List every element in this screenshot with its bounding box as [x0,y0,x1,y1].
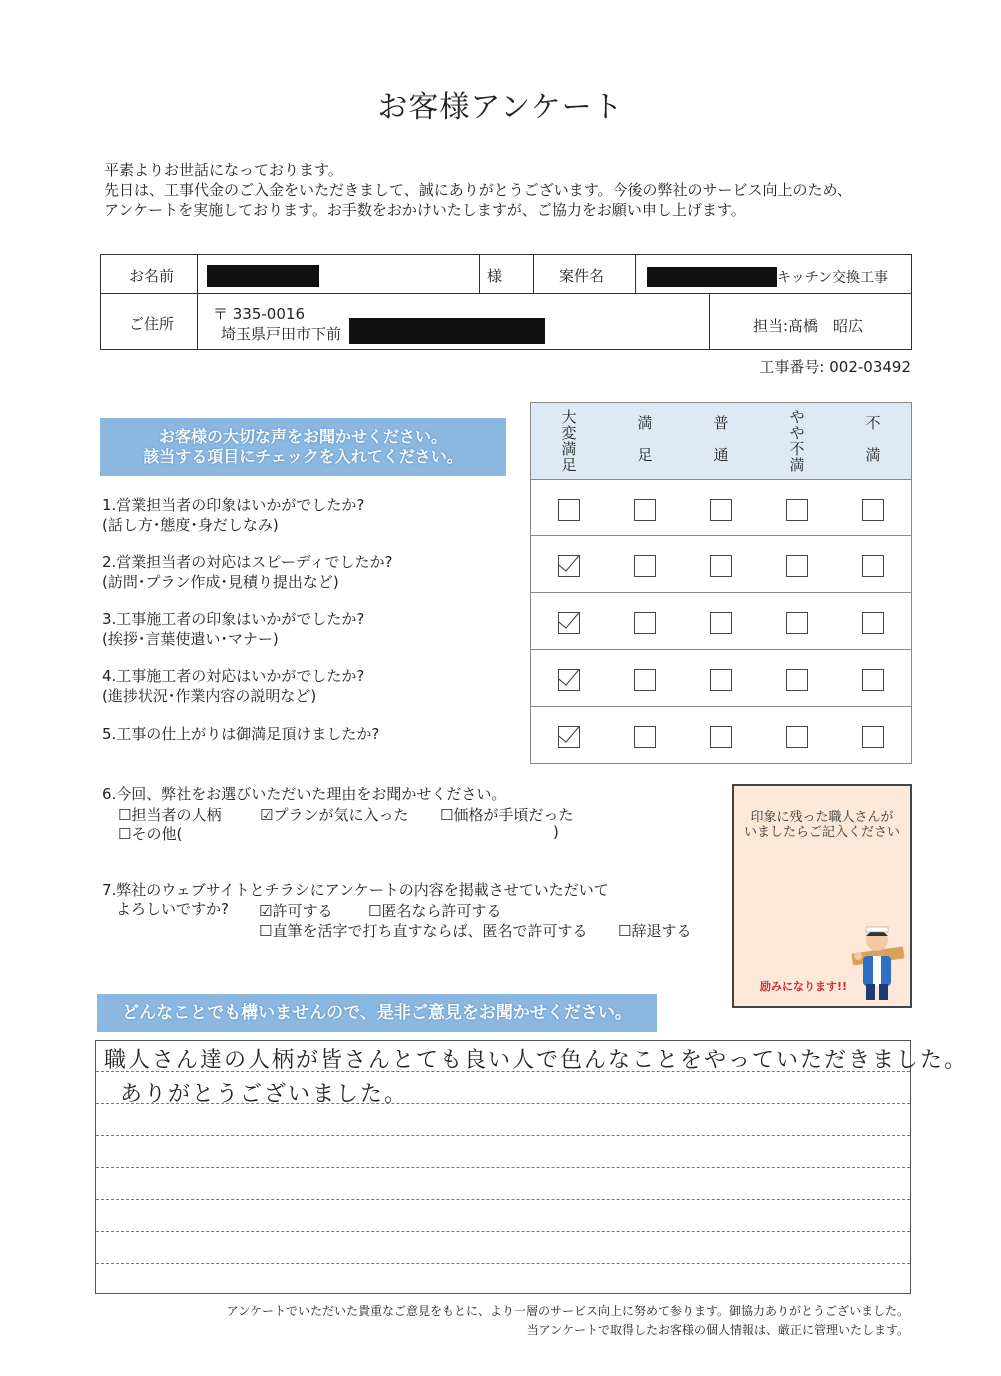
rating-checkbox-q3-c1[interactable] [558,612,580,634]
rating-checkbox-q4-c3[interactable] [710,669,732,691]
intro-line: アンケートを実施しております。お手数をおかけいたしますが、ご協力をお願い申し上げます。 [104,201,746,219]
column-header-very-satisfied: 大 変 満 足 [561,408,577,474]
rating-checkbox-q2-c4[interactable] [786,555,808,577]
job-number: 工事番号: 002-03492 [759,358,911,376]
reason-staff-checkbox[interactable]: ☐担当者の人柄 [118,806,222,824]
intro-text [104,160,852,220]
redacted-address [349,318,545,344]
rating-checkbox-q1-c4[interactable] [786,499,808,521]
question-6 [102,785,506,804]
craftsman-prompt-line: 印象に残った職人さんが [750,810,894,825]
decline-checkbox[interactable]: ☐辞退する [618,922,692,940]
anonymous-permit-checkbox[interactable]: ☐匿名なら許可する [368,902,502,920]
address-label: ご住所 [129,315,175,333]
name-label: お名前 [129,267,175,285]
rating-checkbox-q5-c5[interactable] [862,726,884,748]
rating-checkbox-q2-c2[interactable] [634,555,656,577]
rating-checkbox-q4-c2[interactable] [634,669,656,691]
project-label: 案件名 [559,267,605,285]
rating-checkbox-q5-c3[interactable] [710,726,732,748]
craftsman-prompt-line: いましたらご記入ください [743,825,900,840]
question-text: 5.工事の仕上がりは御満足頂けましたか? [102,725,380,743]
page-title: お客様アンケート [377,90,624,125]
reason-other-close: ) [553,823,559,841]
craftsman-cheer: 励みになります!! [760,980,848,993]
question-text: 4.工事施工者の対応はいかがでしたか? [102,667,365,685]
rating-checkbox-q2-c1[interactable] [558,555,580,577]
reason-price-checkbox[interactable]: ☐価格が手頃だった [440,806,574,824]
honorific-label: 様 [487,267,503,285]
question-3 [102,609,364,649]
rating-checkbox-q4-c4[interactable] [786,669,808,691]
rating-checkbox-q4-c5[interactable] [862,669,884,691]
rating-checkbox-q1-c3[interactable] [710,499,732,521]
footer-thanks: アンケートでいただいた貴重なご意見をもとに、より一層のサービス向上に努めて参ります。御協力ありがとうございました。 [226,1304,909,1318]
rating-checkbox-q3-c5[interactable] [862,612,884,634]
rating-checkbox-q5-c4[interactable] [786,726,808,748]
instruction-line: お客様の大切な声をお聞かせください。 [158,427,447,446]
project-name: キッチン交換工事 [777,270,889,286]
instruction-banner [100,418,506,476]
rating-grid [530,402,912,764]
intro-line: 平素よりお世話になっております。 [104,161,343,179]
column-header-neutral: 普 通 [713,414,729,464]
question-text: 6.今回、弊社をお選びいただいた理由をお聞かせください。 [102,785,507,803]
staff-name: 担当:髙橋 昭広 [753,317,864,335]
question-subtext: (挨拶･言葉使遣い･マナー) [102,630,279,648]
question-text: 7.弊社のウェブサイトとチラシにアンケートの内容を掲載させていただいて [102,881,609,899]
column-header-somewhat-dissatisfied: や や 不 満 [789,408,805,474]
question-subtext: (話し方･態度･身だしなみ) [102,516,279,534]
question-1 [102,495,364,535]
redacted-name [207,265,319,287]
question-subtext: (進捗状況･作業内容の説明など) [102,687,317,705]
intro-line: 先日は、工事代金のご入金をいただきまして、誠にありがとうございます。今後の弊社のサービス向上のため、 [104,181,852,199]
postal-code: 〒 335-0016 [213,305,305,323]
rating-checkbox-q1-c5[interactable] [862,499,884,521]
rating-checkbox-q2-c5[interactable] [862,555,884,577]
rating-checkbox-q5-c2[interactable] [634,726,656,748]
customer-info-table [100,254,912,350]
craftsman-box [732,784,912,1008]
rating-checkbox-q5-c1[interactable] [558,726,580,748]
question-text: 2.営業担当者の対応はスピーディでしたか? [102,553,393,571]
comment-area[interactable] [95,1040,969,1294]
craftsman-illustration-icon [846,922,908,1004]
rating-checkbox-q3-c4[interactable] [786,612,808,634]
question-text: 3.工事施工者の印象はいかがでしたか? [102,610,365,628]
question-2 [102,552,392,592]
handwritten-comment-line-1: 職人さん達の人柄が皆さんとても良い人で色んなことをやっていただきました。 [104,1048,969,1073]
retyped-anonymous-checkbox[interactable]: ☐直筆を活字で打ち直すならば、匿名で許可する [259,922,588,940]
rating-checkbox-q3-c2[interactable] [634,612,656,634]
instruction-line: 該当する項目にチェックを入れてください。 [143,447,463,466]
reason-other-checkbox[interactable]: ☐その他( [118,825,183,843]
footer-privacy: 当アンケートで取得したお客様の個人情報は、厳正に管理いたします。 [526,1323,909,1337]
rating-grid-header [531,403,911,480]
column-header-satisfied: 満 足 [637,414,653,464]
address-text: 埼玉県戸田市下前 [221,325,342,343]
rating-checkbox-q1-c1[interactable] [558,499,580,521]
rating-checkbox-q2-c3[interactable] [710,555,732,577]
handwritten-comment-line-2: ありがとうございました。 [120,1082,409,1107]
column-header-dissatisfied: 不 満 [865,414,881,464]
question-text-2: よろしいですか? [116,900,229,918]
reason-plan-checkbox[interactable]: ☑プランが気に入った [260,806,409,824]
craftsman-prompt [734,810,910,840]
permit-checkbox[interactable]: ☑許可する [259,902,333,920]
redacted-project [647,267,777,287]
opinion-banner: どんなことでも構いませんので、是非ご意見をお聞かせください。 [97,994,657,1032]
rating-checkbox-q3-c3[interactable] [710,612,732,634]
rating-checkbox-q4-c1[interactable] [558,669,580,691]
question-4 [102,666,364,706]
question-subtext: (訪問･プラン作成･見積り提出など) [102,573,339,591]
question-7 [102,881,609,919]
question-text: 1.営業担当者の印象はいかがでしたか? [102,496,365,514]
question-5 [102,724,379,744]
rating-checkbox-q1-c2[interactable] [634,499,656,521]
